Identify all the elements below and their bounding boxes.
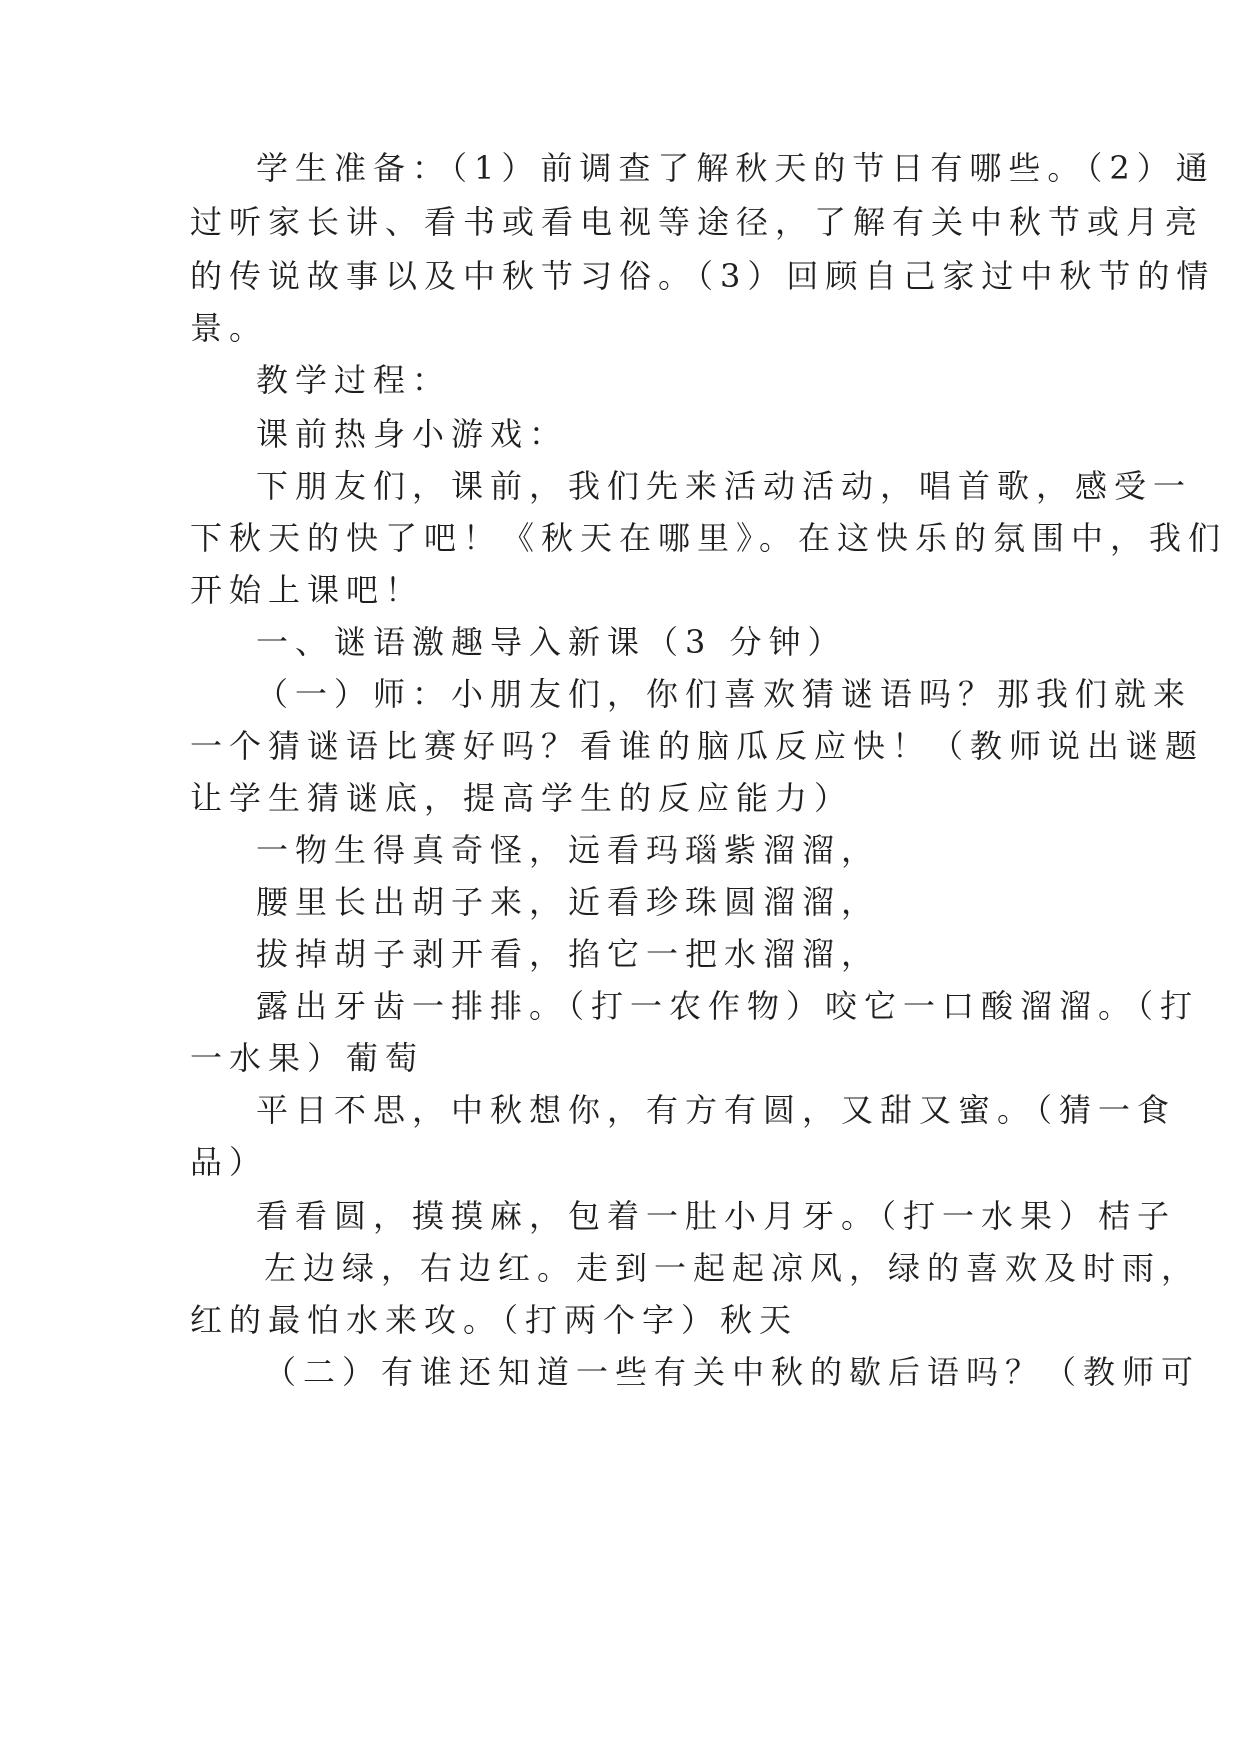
paragraph-line: 开始上课吧！ <box>190 571 425 609</box>
riddle-line: 腰里长出胡子来，近看珍珠圆溜溜， <box>256 883 881 921</box>
paragraph-line: （二）有谁还知道一些有关中秋的歇后语吗？（教师可 <box>264 1353 1201 1391</box>
section-heading: 一、谜语激趣导入新课（3 分钟） <box>256 623 847 661</box>
riddle-line: 看看圆，摸摸麻，包着一肚小月牙。（打一水果）桔子 <box>256 1197 1177 1235</box>
paragraph-line: 让学生猜谜底，提高学生的反应能力） <box>190 779 854 817</box>
riddle-line: 左边绿，右边红。走到一起起凉风，绿的喜欢及时雨， <box>264 1249 1201 1287</box>
riddle-line: 平日不思，中秋想你，有方有圆，又甜又蜜。（猜一食 <box>256 1091 1177 1129</box>
section-heading: 课前热身小游戏： <box>256 415 569 453</box>
riddle-line: 红的最怕水来攻。（打两个字）秋天 <box>190 1301 799 1339</box>
paragraph-line: 下朋友们，课前，我们先来活动活动，唱首歌，感受一 <box>256 467 1193 505</box>
riddle-line: 拔掉胡子剥开看，掐它一把水溜溜， <box>256 935 881 973</box>
riddle-line: 一水果）葡萄 <box>190 1039 425 1077</box>
paragraph-line: 的传说故事以及中秋节习俗。（3）回顾自己家过中秋节的情 <box>190 257 1216 295</box>
riddle-line: 露出牙齿一排排。（打一农作物）咬它一口酸溜溜。（打 <box>256 987 1200 1025</box>
paragraph-line: 景。 <box>190 309 269 347</box>
riddle-line: 品） <box>190 1143 269 1181</box>
section-heading: 教学过程： <box>256 361 452 399</box>
paragraph-line: （一）师：小朋友们，你们喜欢猜谜语吗？那我们就来 <box>256 675 1193 713</box>
paragraph-line: 学生准备：（1）前调查了解秋天的节日有哪些。（2）通 <box>256 149 1215 187</box>
paragraph-line: 过听家长讲、看书或看电视等途径，了解有关中秋节或月亮 <box>190 203 1205 241</box>
paragraph-line: 一个猜谜语比赛好吗？看谁的脑瓜反应快！（教师说出谜题 <box>190 727 1205 765</box>
riddle-line: 一物生得真奇怪，远看玛瑙紫溜溜， <box>256 831 881 869</box>
paragraph-line: 下秋天的快了吧！《秋天在哪里》。在这快乐的氛围中，我们 <box>190 519 1228 557</box>
